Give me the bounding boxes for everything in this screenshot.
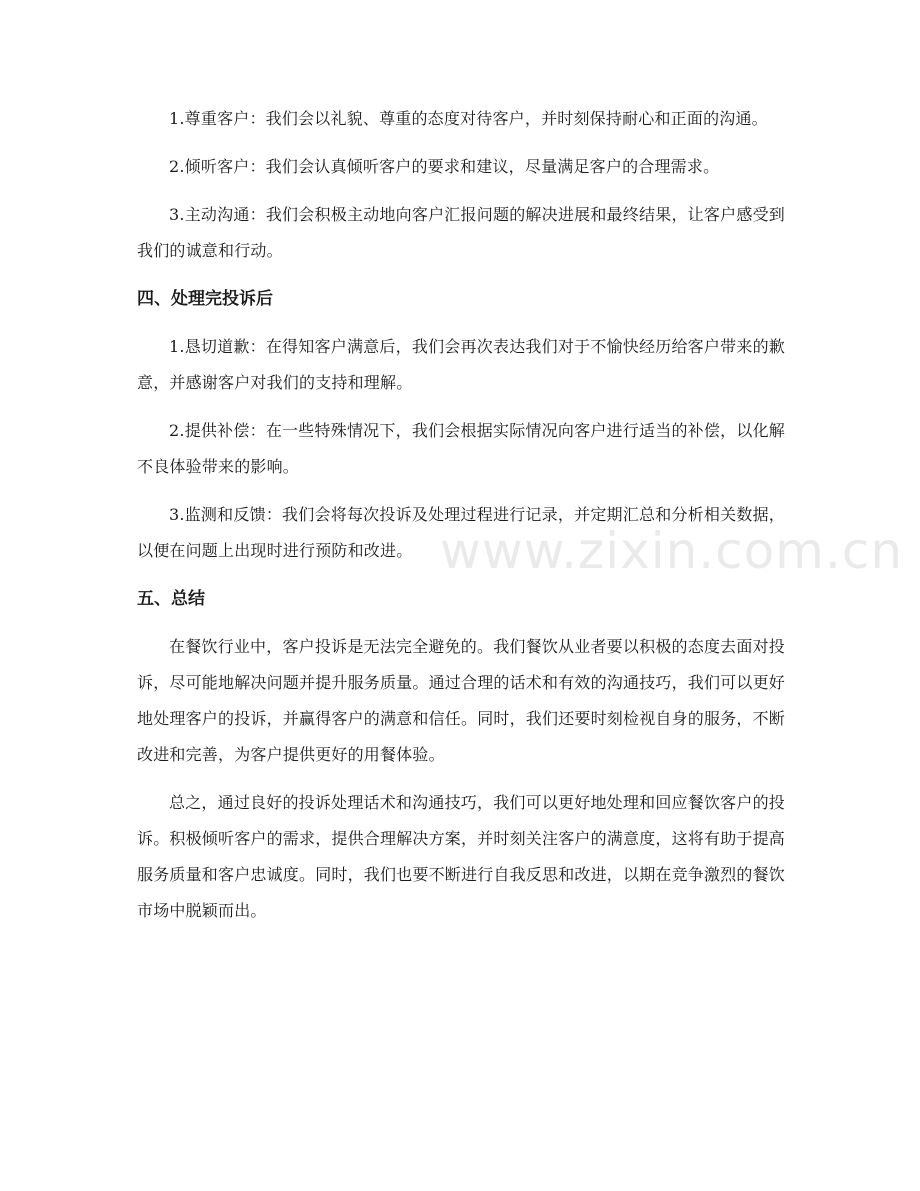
paragraph-summary-2: 总之，通过良好的投诉处理话术和沟通技巧，我们可以更好地处理和回应餐饮客户的投诉。积极倾听客户的需求，提供合理解决方案，并时刻关注客户的满意度，这将有助于提高服务质量和客户忠诚度。同时，我们也要不断进行自我反思和改进，以期在竞争激烈的餐饮市场中脱颖而出。: [137, 793, 786, 920]
watermark-text: www.zixin.com.cn: [440, 522, 904, 580]
heading-summary: 五、总结: [137, 589, 205, 609]
paragraph-respect: 1.尊重客户：我们会以礼貌、尊重的态度对待客户，并时刻保持耐心和正面的沟通。: [169, 109, 768, 128]
document-body: [137, 101, 785, 929]
paragraph-apology: 1.恳切道歉：在得知客户满意后，我们会再次表达我们对于不愉快经历给客户带来的歉意，并感谢客户对我们的支持和理解。: [137, 337, 785, 392]
paragraph-compensation: 2.提供补偿：在一些特殊情况下，我们会根据实际情况向客户进行适当的补偿，以化解不良体验带来的影响。: [137, 421, 785, 476]
paragraph-summary-1: 在餐饮行业中，客户投诉是无法完全避免的。我们餐饮从业者要以积极的态度去面对投诉，尽可能地解决问题并提升服务质量。通过合理的话术和有效的沟通技巧，我们可以更好地处理客户的投诉，并赢得客户的满意和信任。同时，我们还要时刻检视自身的服务，不断改进和完善，为客户提供更好的用餐体验。: [137, 637, 786, 764]
paragraph-listen: 2.倾听客户：我们会认真倾听客户的要求和建议，尽量满足客户的合理需求。: [169, 157, 720, 176]
paragraph-communicate: 3.主动沟通：我们会积极主动地向客户汇报问题的解决进展和最终结果，让客户感受到我们的诚意和行动。: [137, 205, 785, 260]
paragraph-monitoring: 3.监测和反馈：我们会将每次投诉及处理过程进行记录，并定期汇总和分析相关数据，以便在问题上出现时进行预防和改进。: [137, 505, 785, 560]
heading-after-complaint: 四、处理完投诉后: [137, 289, 273, 309]
